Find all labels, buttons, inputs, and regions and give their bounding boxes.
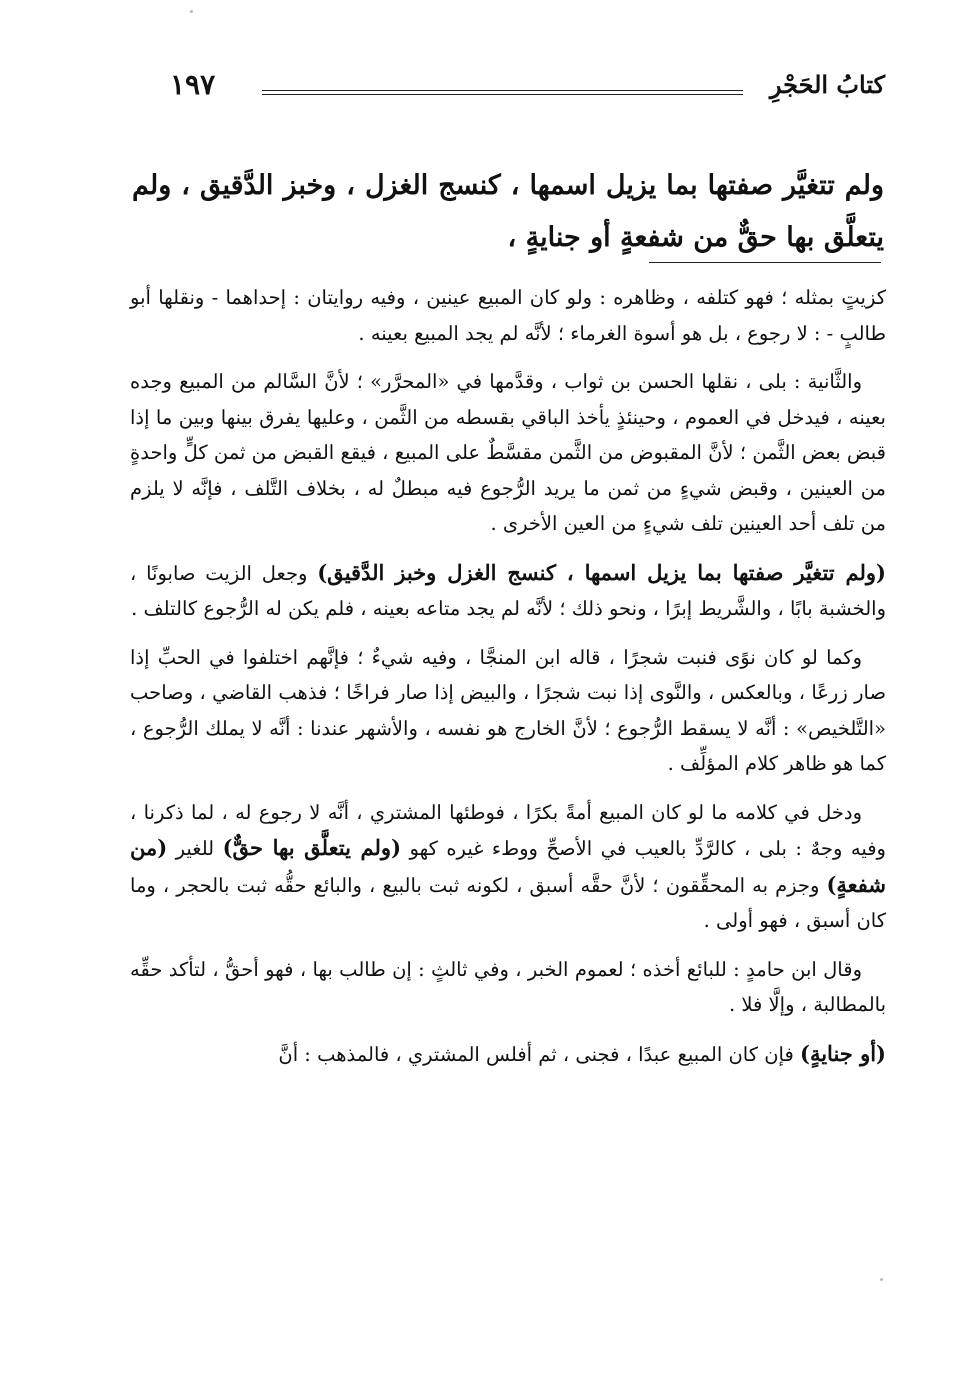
header-rule	[262, 90, 743, 95]
book-title: كتابُ الحَجْرِ	[769, 70, 885, 99]
commentary-paragraph	[130, 555, 886, 627]
commentary-paragraph	[130, 280, 886, 351]
commentary-paragraph	[130, 952, 886, 1023]
commentary-paragraph	[130, 640, 886, 782]
quoted-matn: (من شفعةٍ)	[130, 835, 886, 897]
paragraph-text: والثَّانية : بلى ، نقلها الحسن بن ثواب ، وقدَّمها في «المحرَّر» ؛ لأنَّ السَّالم من المبيع وجده بعينه ، فيدخل في العموم ، وحينئذٍ يأخذ الباقي بقسطه من الثَّمن ، وعليها يفرق بينها وبين ما إذا قبض بعض الثَّمن ؛ لأنَّ المقبوض من الثَّمن مقسَّطٌ على المبيع ، فيقع القبض من ثمن كلٍّ واحدةٍ من العينين ، وقبض شيءٍ من ثمن ما يريد الرُّجوع فيه مبطلٌ له ، بخلاف التَّلف ، فإنَّه لا يلزم من تلف أحد العينين تلف شيءٍ من العين الأخرى .	[130, 370, 886, 535]
paragraph-text: وجزم به المحقِّقون ؛ لأنَّ حقَّه أسبق ، لكونه ثبت بالبيع ، والبائع حقُّه ثبت بالحجر ، وما كان أسبق ، فهو أولى .	[130, 873, 886, 932]
paragraph-text: وجعل الزيت صابونًا ، والخشبة بابًا ، والشَّريط إبرًا ، ونحو ذلك ؛ لأنَّه لم يجد متاعه بعينه ، فلم يكن له الرُّجوع كالتلف .	[130, 561, 886, 620]
scan-speck	[190, 10, 193, 13]
page-header	[170, 68, 885, 108]
paragraph-text: وكما لو كان نوًى فنبت شجرًا ، قاله ابن المنجَّا ، وفيه شيءٌ ؛ فإنَّهم اختلفوا في الحبِّ إذا صار زرعًا ، وبالعكس ، والنَّوى إذا نبت شجرًا ، والبيض إذا صار فراخًا ؛ فذهب القاضي ، وصاحب «التَّلخيص» : أنَّه لا يسقط الرُّجوع ؛ لأنَّ الخارج هو نفسه ، والأشهر عندنا : أنَّه لا يملك الرُّجوع ، كما هو ظاهر كلام المؤلِّف .	[130, 645, 886, 775]
paragraph-text: كزيتٍ بمثله ؛ فهو كتلفه ، وظاهره : ولو كان المبيع عينين ، وفيه روايتان : إحداهما - ونقلها أبو طالبٍ - : لا رجوع ، بل هو أسوة الغرماء ؛ لأنَّه لم يجد المبيع بعينه .	[130, 286, 886, 345]
commentary-paragraph	[130, 1036, 886, 1073]
paragraph-text: فإن كان المبيع عبدًا ، فجنى ، ثم أفلس المشتري ، فالمذهب : أنَّ	[278, 1042, 801, 1066]
commentary-paragraph	[130, 795, 886, 939]
quoted-matn: (ولم تتغيَّر صفتها بما يزيل اسمها ، كنسج الغزل وخبز الدَّقيق)	[317, 559, 886, 585]
matn-text: ولم تتغيَّر صفتها بما يزيل اسمها ، كنسج الغزل ، وخبز الدَّقيق ، ولم يتعلَّق بها حقٌّ من شفعةٍ أو جنايةٍ ،	[132, 170, 884, 253]
scan-speck	[880, 1278, 883, 1281]
matn-divider	[649, 262, 881, 263]
quoted-matn: (ولم يتعلَّق بها حقٌّ)	[222, 835, 402, 860]
commentary-paragraph	[130, 364, 886, 542]
commentary	[130, 280, 886, 1085]
paragraph-text: وقال ابن حامدٍ : للبائع أخذه ؛ لعموم الخبر ، وفي ثالثٍ : إن طالب بها ، فهو أحقُّ ، لتأكد حقِّه بالمطالبة ، وإلَّا فلا .	[130, 957, 886, 1016]
quoted-matn: (أو جنايةٍ)	[800, 1040, 886, 1066]
paragraph-text: للغير	[167, 837, 223, 860]
paragraph-text: ودخل في كلامه ما لو كان المبيع أمةً بكرًا ، فوطئها المشتري ، أنَّه لا رجوع له ، لما ذكرنا ، وفيه وجهٌ : بلى ، كالرَّدِّ بالعيب في الأصحِّ ووطء غيره كهو	[130, 800, 886, 860]
page-number: ١٩٧	[170, 68, 216, 101]
